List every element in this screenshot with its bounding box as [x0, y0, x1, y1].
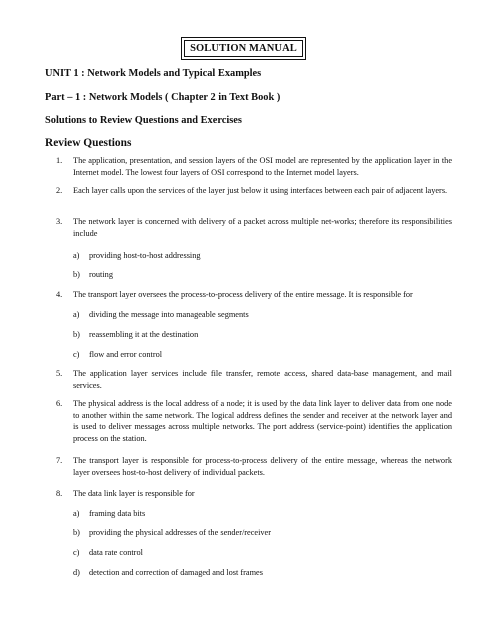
item-number: 8.: [56, 489, 63, 498]
sub-item-text: reassembling it at the destination: [89, 330, 199, 339]
part-heading: Part – 1 : Network Models ( Chapter 2 in Text Book ): [45, 92, 281, 103]
sub-item-letter: b): [73, 270, 80, 279]
item-number: 6.: [56, 399, 63, 408]
sub-item-text: data rate control: [89, 548, 143, 557]
sub-item: [73, 508, 145, 520]
sub-item-letter: c): [73, 548, 80, 557]
review-questions-heading: Review Questions: [45, 137, 132, 149]
list-item: [56, 488, 452, 500]
sub-item: [73, 349, 162, 361]
sub-item: [73, 250, 201, 262]
item-text: The application layer services include file transfer, remote access, shared data-base management, and mail services.: [73, 369, 452, 390]
item-text: The network layer is concerned with delivery of a packet across multiple net-works; therefore its responsibilities include: [73, 217, 452, 238]
unit-heading: UNIT 1 : Network Models and Typical Examples: [45, 68, 262, 79]
sub-item: [73, 329, 198, 341]
sub-item: [73, 567, 263, 579]
sub-item: [73, 309, 249, 321]
sub-item-text: providing the physical addresses of the sender/receiver: [89, 528, 272, 537]
item-text: The application, presentation, and session layers of the OSI model are represented by the application layer in the Internet model. The lowest four layers of OSI correspond to the Internet model layers.: [73, 156, 452, 177]
list-item: [56, 155, 452, 178]
sub-item-text: flow and error control: [89, 350, 163, 359]
title-box: [181, 37, 306, 60]
item-number: 4.: [56, 290, 63, 299]
sub-item-letter: b): [73, 528, 80, 537]
sub-item: [73, 269, 113, 281]
sub-item-text: detection and correction of damaged and lost frames: [89, 568, 263, 577]
solutions-heading: Solutions to Review Questions and Exercises: [45, 115, 242, 126]
sub-item-text: providing host-to-host addressing: [89, 251, 201, 260]
item-text: Each layer calls upon the services of the layer just below it using interfaces between each pair of adjacent layers.: [73, 186, 448, 195]
sub-item-letter: a): [73, 310, 80, 319]
sub-item-text: routing: [89, 270, 113, 279]
item-number: 1.: [56, 156, 63, 165]
list-item: [56, 455, 452, 478]
list-item: [56, 185, 452, 197]
item-number: 7.: [56, 456, 63, 465]
sub-item-letter: b): [73, 330, 80, 339]
item-text: The physical address is the local address of a node; it is used by the data link layer to deliver data from one node to another within the same network. The logical address defines the sender and receiver at the network layer and is used to deliver messages across multiple networks. The port address (service-point) identifies the application process on the station.: [73, 399, 452, 443]
item-number: 5.: [56, 369, 63, 378]
item-text: The transport layer oversees the process-to-process delivery of the entire message. It is responsible for: [73, 290, 413, 299]
list-item: [56, 398, 452, 444]
sub-item: [73, 527, 271, 539]
item-text: The data link layer is responsible for: [73, 489, 195, 498]
item-number: 2.: [56, 186, 63, 195]
sub-item-letter: a): [73, 509, 80, 518]
sub-item-letter: d): [73, 568, 80, 577]
list-item: [56, 216, 452, 239]
sub-item-letter: a): [73, 251, 80, 260]
sub-item: [73, 547, 143, 559]
item-number: 3.: [56, 217, 63, 226]
list-item: [56, 289, 452, 301]
sub-item-letter: c): [73, 350, 80, 359]
sub-item-text: dividing the message into manageable segments: [89, 310, 249, 319]
item-text: The transport layer is responsible for process-to-process delivery of the entire message, whereas the network layer oversees host-to-host delivery of individual packets.: [73, 456, 452, 477]
document-title: SOLUTION MANUAL: [184, 40, 303, 57]
sub-item-text: framing data bits: [89, 509, 146, 518]
list-item: [56, 368, 452, 391]
